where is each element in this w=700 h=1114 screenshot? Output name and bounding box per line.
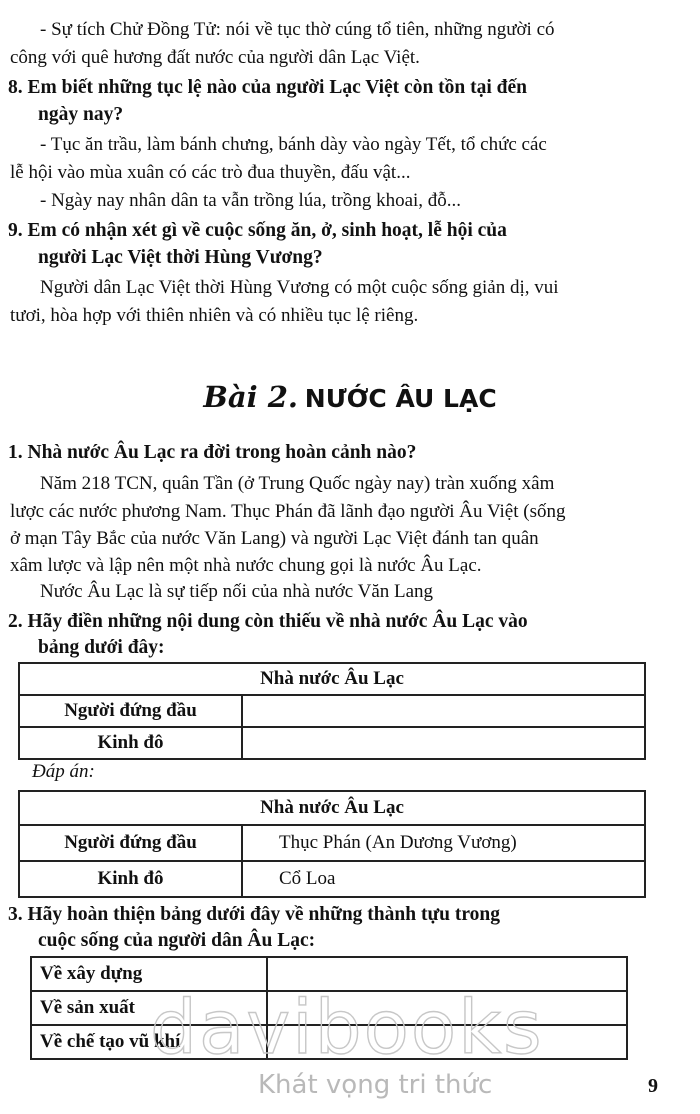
answer-label: Đáp án: xyxy=(32,761,95,782)
lesson-title xyxy=(0,380,700,414)
l2-answer-table-header: Nhà nước Âu Lạc xyxy=(19,791,645,825)
l2-question-line-1: 2. Hãy điền những nội dung còn thiếu về nhà nước Âu Lạc vào xyxy=(8,611,528,632)
l3-row-label-weapons: Về chế tạo vũ khí xyxy=(31,1025,267,1059)
l2-blank-table xyxy=(18,662,646,760)
l2-answer-table xyxy=(18,790,646,898)
l1-answer-line-2: lược các nước phương Nam. Thục Phán đã lãnh đạo người Âu Việt (sống xyxy=(10,501,566,522)
q8-answer-line-3: - Ngày nay nhân dân ta vẫn trồng lúa, trồng khoai, đỗ... xyxy=(40,190,462,211)
watermark-tagline: Khát vọng tri thức xyxy=(258,1070,493,1100)
l3-row-label-production: Về sản xuất xyxy=(31,991,267,1025)
q9-question-line-2: người Lạc Việt thời Hùng Vương? xyxy=(38,247,323,268)
l2-answer-row-label-leader: Người đứng đầu xyxy=(19,825,242,861)
q8-answer-line-1: - Tục ăn trầu, làm bánh chưng, bánh dày vào ngày Tết, tổ chức các xyxy=(40,134,547,155)
l1-question: 1. Nhà nước Âu Lạc ra đời trong hoàn cảnh nào? xyxy=(8,442,417,463)
q8-question-line-1: 8. Em biết những tục lệ nào của người Lạc Việt còn tồn tại đến xyxy=(8,77,528,98)
l2-cell-leader-blank[interactable] xyxy=(242,695,645,727)
l2-answer-value-capital: Cổ Loa xyxy=(242,861,645,897)
l2-question-line-2: bảng dưới đây: xyxy=(38,637,165,658)
l2-cell-capital-blank[interactable] xyxy=(242,727,645,759)
l3-row-label-construction: Về xây dựng xyxy=(31,957,267,991)
l2-table-header: Nhà nước Âu Lạc xyxy=(19,663,645,695)
l2-answer-row-label-capital: Kinh đô xyxy=(19,861,242,897)
l1-answer-line-3: ở mạn Tây Bắc của nước Văn Lang) và người Lạc Việt đánh tan quân xyxy=(10,528,539,549)
l2-row-label-leader: Người đứng đầu xyxy=(19,695,242,727)
page-number: 9 xyxy=(648,1075,658,1097)
intro-line-1: - Sự tích Chử Đồng Tử: nói về tục thờ cúng tổ tiên, những người có xyxy=(40,19,555,40)
l1-answer-line-4: xâm lược và lập nên một nhà nước chung gọi là nước Âu Lạc. xyxy=(10,555,482,576)
lesson-title-prefix: Bài 2. xyxy=(203,380,299,414)
q9-answer-line-1: Người dân Lạc Việt thời Hùng Vương có một cuộc sống giản dị, vui xyxy=(40,277,559,298)
l1-answer-line-1: Năm 218 TCN, quân Tần (ở Trung Quốc ngày nay) tràn xuống xâm xyxy=(40,473,555,494)
q8-answer-line-2: lễ hội vào mùa xuân có các trò đua thuyền, đấu vật... xyxy=(10,162,411,183)
l3-question-line-1: 3. Hãy hoàn thiện bảng dưới đây về những thành tựu trong xyxy=(8,904,501,925)
l2-row-label-capital: Kinh đô xyxy=(19,727,242,759)
q9-question-line-1: 9. Em có nhận xét gì về cuộc sống ăn, ở, sinh hoạt, lễ hội của xyxy=(8,220,507,241)
lesson-title-name: NƯỚC ÂU LẠC xyxy=(304,384,497,413)
l2-answer-value-leader: Thục Phán (An Dương Vương) xyxy=(242,825,645,861)
intro-line-2: công với quê hương đất nước của người dân Lạc Việt. xyxy=(10,47,420,68)
q9-answer-line-2: tươi, hòa hợp với thiên nhiên và có nhiều tục lệ riêng. xyxy=(10,305,419,326)
q8-question-line-2: ngày nay? xyxy=(38,104,124,125)
watermark-brand: davibooks xyxy=(150,985,544,1071)
l3-question-line-2: cuộc sống của người dân Âu Lạc: xyxy=(38,930,316,951)
l1-answer-line-5: Nước Âu Lạc là sự tiếp nối của nhà nước Văn Lang xyxy=(40,581,434,602)
